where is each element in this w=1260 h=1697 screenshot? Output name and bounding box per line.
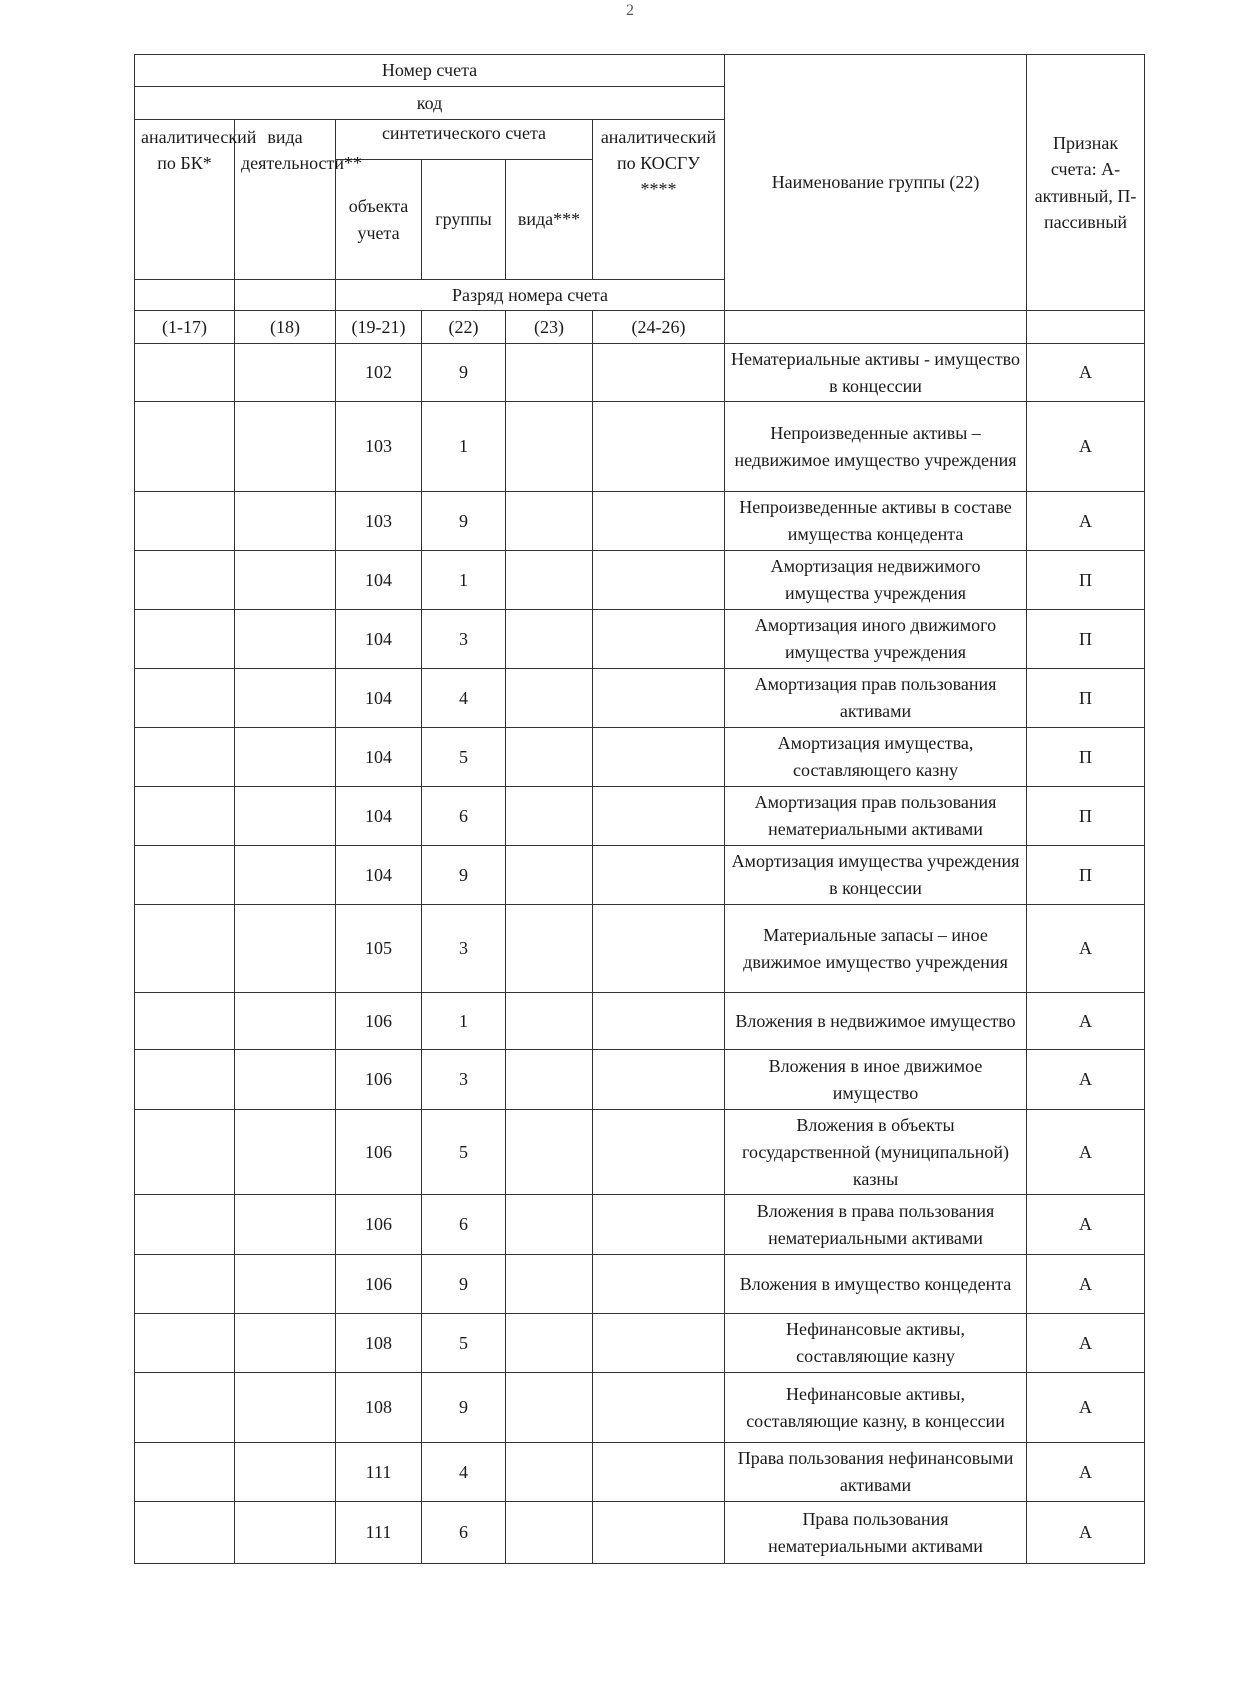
cell-group-name: Нематериальные активы - имущество в концессии [725, 344, 1027, 402]
cell-account-sign: А [1027, 344, 1145, 402]
cell-kosgu [593, 551, 725, 610]
table-row [135, 1255, 1145, 1314]
cell-group-name: Вложения в объекты государственной (муниципальной) казны [725, 1110, 1027, 1195]
cell-account-sign: А [1027, 993, 1145, 1050]
cell-kosgu [593, 1110, 725, 1195]
cell-kosgu [593, 905, 725, 993]
col-number: (23) [506, 311, 593, 344]
cell-vida-deyatelnosti [235, 1050, 336, 1110]
cell-gruppa: 9 [422, 492, 506, 551]
cell-obekt-ucheta: 104 [336, 669, 422, 728]
accounts-table [134, 54, 1145, 1564]
cell-analiticheskiy-bk [135, 1373, 235, 1443]
cell-vida-deyatelnosti [235, 787, 336, 846]
header-analiticheskiy-po-bk: аналитический по БК* [135, 120, 235, 280]
table-row [135, 1502, 1145, 1564]
cell-obekt-ucheta: 106 [336, 1110, 422, 1195]
table-row [135, 1110, 1145, 1195]
cell-kosgu [593, 728, 725, 787]
cell-gruppa: 1 [422, 402, 506, 492]
column-numbers-row [135, 311, 1145, 344]
cell-group-name: Нефинансовые активы, составляющие казну, в концессии [725, 1373, 1027, 1443]
cell-account-sign: А [1027, 1195, 1145, 1255]
cell-gruppa: 9 [422, 1373, 506, 1443]
cell-group-name: Амортизация прав пользования активами [725, 669, 1027, 728]
cell-account-sign: А [1027, 1443, 1145, 1502]
cell-kosgu [593, 669, 725, 728]
table-row [135, 1443, 1145, 1502]
cell-obekt-ucheta: 108 [336, 1314, 422, 1373]
col-number-empty [1027, 311, 1145, 344]
cell-obekt-ucheta: 104 [336, 728, 422, 787]
cell-analiticheskiy-bk [135, 492, 235, 551]
table-row [135, 1050, 1145, 1110]
cell-kosgu [593, 1195, 725, 1255]
cell-vida [506, 1110, 593, 1195]
table-row [135, 993, 1145, 1050]
cell-analiticheskiy-bk [135, 1110, 235, 1195]
cell-analiticheskiy-bk [135, 728, 235, 787]
cell-gruppa: 5 [422, 1314, 506, 1373]
cell-kosgu [593, 1314, 725, 1373]
col-number: (1-17) [135, 311, 235, 344]
cell-obekt-ucheta: 105 [336, 905, 422, 993]
header-gruppy: группы [422, 160, 506, 280]
cell-analiticheskiy-bk [135, 787, 235, 846]
cell-vida-deyatelnosti [235, 669, 336, 728]
cell-group-name: Нефинансовые активы, составляющие казну [725, 1314, 1027, 1373]
cell-kosgu [593, 1373, 725, 1443]
cell-account-sign: П [1027, 610, 1145, 669]
col-number-empty [725, 311, 1027, 344]
table-row [135, 728, 1145, 787]
cell-analiticheskiy-bk [135, 993, 235, 1050]
cell-group-name: Амортизация имущества учреждения в концессии [725, 846, 1027, 905]
cell-vida-deyatelnosti [235, 610, 336, 669]
cell-group-name: Амортизация иного движимого имущества учреждения [725, 610, 1027, 669]
header-kod: код [135, 87, 725, 120]
cell-account-sign: А [1027, 1314, 1145, 1373]
cell-vida [506, 344, 593, 402]
cell-analiticheskiy-bk [135, 1255, 235, 1314]
cell-analiticheskiy-bk [135, 846, 235, 905]
cell-obekt-ucheta: 106 [336, 1255, 422, 1314]
cell-analiticheskiy-bk [135, 1195, 235, 1255]
cell-obekt-ucheta: 111 [336, 1443, 422, 1502]
cell-account-sign: А [1027, 905, 1145, 993]
header-vida-deyatelnosti: вида деятельности** [235, 120, 336, 280]
cell-group-name: Непроизведенные активы – недвижимое имущество учреждения [725, 402, 1027, 492]
cell-account-sign: П [1027, 846, 1145, 905]
cell-obekt-ucheta: 104 [336, 551, 422, 610]
cell-vida-deyatelnosti [235, 402, 336, 492]
cell-gruppa: 6 [422, 1195, 506, 1255]
cell-obekt-ucheta: 108 [336, 1373, 422, 1443]
cell-group-name: Амортизация прав пользования нематериальными активами [725, 787, 1027, 846]
cell-vida-deyatelnosti [235, 993, 336, 1050]
cell-vida-deyatelnosti [235, 1110, 336, 1195]
cell-obekt-ucheta: 104 [336, 787, 422, 846]
cell-obekt-ucheta: 103 [336, 492, 422, 551]
cell-vida-deyatelnosti [235, 344, 336, 402]
cell-vida [506, 1195, 593, 1255]
cell-vida-deyatelnosti [235, 1443, 336, 1502]
cell-account-sign: П [1027, 669, 1145, 728]
cell-vida [506, 402, 593, 492]
cell-analiticheskiy-bk [135, 1050, 235, 1110]
cell-gruppa: 5 [422, 728, 506, 787]
cell-analiticheskiy-bk [135, 610, 235, 669]
cell-vida [506, 1502, 593, 1564]
header-priznak-scheta: Признак счета: А- активный, П- пассивный [1027, 55, 1145, 311]
cell-obekt-ucheta: 106 [336, 1195, 422, 1255]
cell-vida-deyatelnosti [235, 728, 336, 787]
cell-group-name: Вложения в иное движимое имущество [725, 1050, 1027, 1110]
cell-obekt-ucheta: 103 [336, 402, 422, 492]
cell-vida [506, 669, 593, 728]
cell-account-sign: А [1027, 1373, 1145, 1443]
cell-vida [506, 1443, 593, 1502]
table-row [135, 344, 1145, 402]
cell-analiticheskiy-bk [135, 905, 235, 993]
cell-kosgu [593, 1443, 725, 1502]
cell-gruppa: 6 [422, 1502, 506, 1564]
table-row [135, 492, 1145, 551]
cell-gruppa: 1 [422, 551, 506, 610]
cell-kosgu [593, 1502, 725, 1564]
table-row [135, 551, 1145, 610]
cell-gruppa: 6 [422, 787, 506, 846]
table-row [135, 846, 1145, 905]
cell-vida [506, 1373, 593, 1443]
cell-vida-deyatelnosti [235, 905, 336, 993]
cell-vida-deyatelnosti [235, 846, 336, 905]
header-vida: вида*** [506, 160, 593, 280]
cell-vida [506, 492, 593, 551]
header-sinteticheskogo-scheta: синтетического счета [336, 120, 593, 160]
col-number: (22) [422, 311, 506, 344]
cell-vida-deyatelnosti [235, 1255, 336, 1314]
cell-group-name: Вложения в имущество концедента [725, 1255, 1027, 1314]
page-number: 2 [626, 2, 634, 19]
cell-vida [506, 1050, 593, 1110]
cell-vida [506, 905, 593, 993]
col-number: (19-21) [336, 311, 422, 344]
cell-account-sign: А [1027, 1255, 1145, 1314]
cell-kosgu [593, 402, 725, 492]
cell-analiticheskiy-bk [135, 402, 235, 492]
cell-kosgu [593, 492, 725, 551]
cell-obekt-ucheta: 104 [336, 846, 422, 905]
cell-gruppa: 1 [422, 993, 506, 1050]
table-row [135, 905, 1145, 993]
table-row [135, 402, 1145, 492]
cell-kosgu [593, 610, 725, 669]
cell-analiticheskiy-bk [135, 344, 235, 402]
cell-vida [506, 993, 593, 1050]
cell-account-sign: А [1027, 1502, 1145, 1564]
cell-gruppa: 3 [422, 1050, 506, 1110]
cell-kosgu [593, 1255, 725, 1314]
col-number: (18) [235, 311, 336, 344]
cell-vida-deyatelnosti [235, 1373, 336, 1443]
header-analiticheskiy-po-kosgu: аналитический по КОСГУ **** [593, 120, 725, 280]
col-number: (24-26) [593, 311, 725, 344]
cell-gruppa: 4 [422, 669, 506, 728]
cell-vida-deyatelnosti [235, 551, 336, 610]
cell-vida-deyatelnosti [235, 1314, 336, 1373]
cell-vida [506, 787, 593, 846]
cell-kosgu [593, 1050, 725, 1110]
cell-obekt-ucheta: 106 [336, 993, 422, 1050]
cell-obekt-ucheta: 104 [336, 610, 422, 669]
cell-gruppa: 9 [422, 344, 506, 402]
cell-gruppa: 9 [422, 1255, 506, 1314]
cell-analiticheskiy-bk [135, 1443, 235, 1502]
table-row [135, 669, 1145, 728]
cell-analiticheskiy-bk [135, 1502, 235, 1564]
header-naimenovanie-gruppy: Наименование группы (22) [725, 55, 1027, 311]
cell-vida [506, 846, 593, 905]
table-row [135, 1373, 1145, 1443]
table-row [135, 610, 1145, 669]
cell-vida [506, 551, 593, 610]
header-razryad-empty-1 [135, 280, 235, 311]
header-razryad-nomera-scheta: Разряд номера счета [336, 280, 725, 311]
cell-vida-deyatelnosti [235, 1195, 336, 1255]
cell-vida-deyatelnosti [235, 492, 336, 551]
cell-analiticheskiy-bk [135, 551, 235, 610]
cell-kosgu [593, 344, 725, 402]
cell-obekt-ucheta: 106 [336, 1050, 422, 1110]
header-obekta-ucheta: объекта учета [336, 160, 422, 280]
cell-group-name: Вложения в права пользования нематериальными активами [725, 1195, 1027, 1255]
cell-account-sign: А [1027, 492, 1145, 551]
cell-group-name: Непроизведенные активы в составе имущества концедента [725, 492, 1027, 551]
cell-account-sign: П [1027, 787, 1145, 846]
cell-analiticheskiy-bk [135, 669, 235, 728]
cell-group-name: Вложения в недвижимое имущество [725, 993, 1027, 1050]
cell-obekt-ucheta: 102 [336, 344, 422, 402]
cell-vida [506, 1255, 593, 1314]
cell-account-sign: А [1027, 402, 1145, 492]
cell-group-name: Амортизация имущества, составляющего казну [725, 728, 1027, 787]
cell-account-sign: П [1027, 728, 1145, 787]
cell-group-name: Амортизация недвижимого имущества учреждения [725, 551, 1027, 610]
cell-account-sign: П [1027, 551, 1145, 610]
cell-kosgu [593, 993, 725, 1050]
cell-kosgu [593, 787, 725, 846]
table-row [135, 1195, 1145, 1255]
cell-group-name: Права пользования нематериальными активами [725, 1502, 1027, 1564]
cell-gruppa: 4 [422, 1443, 506, 1502]
cell-group-name: Материальные запасы – иное движимое имущество учреждения [725, 905, 1027, 993]
cell-kosgu [593, 846, 725, 905]
table-body [135, 55, 1145, 1564]
header-nomer-scheta: Номер счета [135, 55, 725, 87]
cell-vida [506, 1314, 593, 1373]
cell-gruppa: 5 [422, 1110, 506, 1195]
cell-analiticheskiy-bk [135, 1314, 235, 1373]
table-row [135, 787, 1145, 846]
cell-gruppa: 3 [422, 610, 506, 669]
cell-vida-deyatelnosti [235, 1502, 336, 1564]
cell-gruppa: 3 [422, 905, 506, 993]
cell-group-name: Права пользования нефинансовыми активами [725, 1443, 1027, 1502]
cell-vida [506, 728, 593, 787]
table-row [135, 1314, 1145, 1373]
cell-account-sign: А [1027, 1110, 1145, 1195]
cell-account-sign: А [1027, 1050, 1145, 1110]
cell-vida [506, 610, 593, 669]
header-razryad-empty-2 [235, 280, 336, 311]
cell-gruppa: 9 [422, 846, 506, 905]
cell-obekt-ucheta: 111 [336, 1502, 422, 1564]
